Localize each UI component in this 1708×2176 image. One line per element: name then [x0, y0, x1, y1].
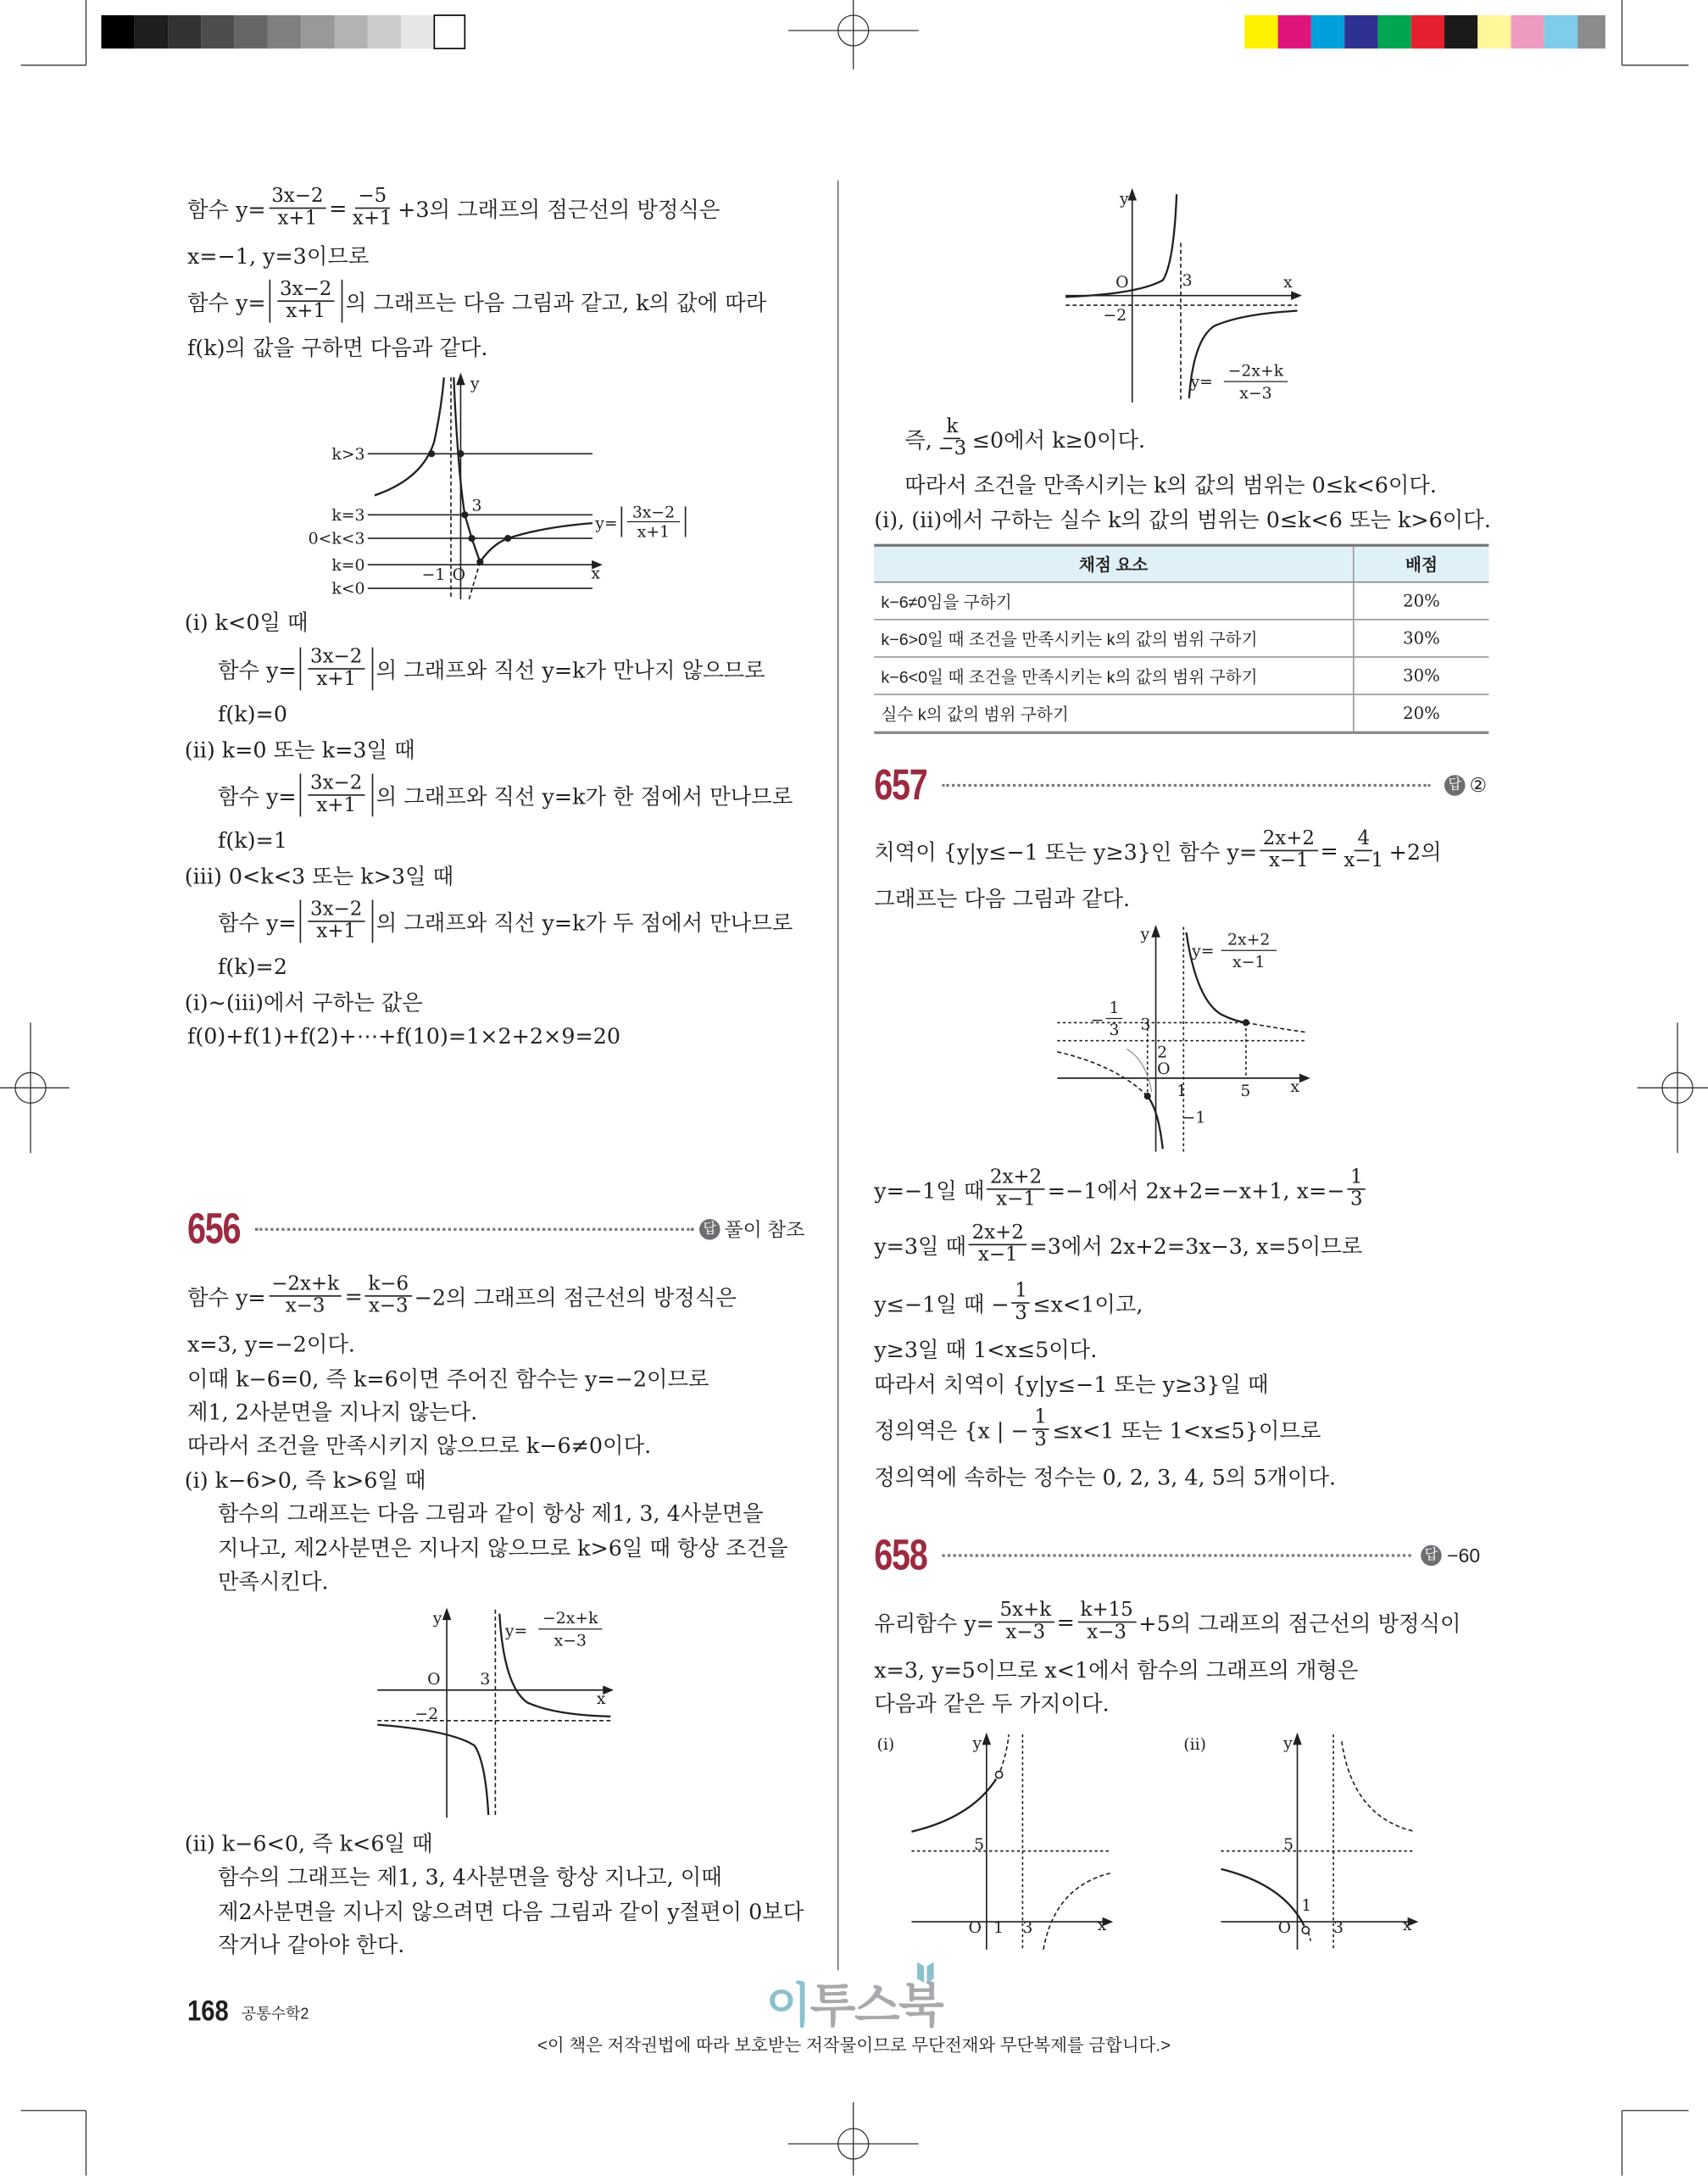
- numerator: k−6: [365, 1274, 411, 1296]
- text-line: [874, 829, 1441, 872]
- fraction: [308, 771, 365, 817]
- text-run: y≤−1일 때 −: [874, 1291, 1010, 1317]
- text-run: f(k)=1: [217, 828, 287, 854]
- text-run: f(k)의 값을 구하면 다음과 같다.: [186, 336, 488, 361]
- func-label-num: 3x−2: [631, 504, 676, 522]
- text-run: x=3, y=−2이다.: [186, 1332, 355, 1357]
- label-x: x: [1290, 1078, 1299, 1097]
- case-label: (ii): [1183, 1736, 1206, 1755]
- label-five: 5: [1283, 1835, 1294, 1854]
- fraction: [1348, 1167, 1366, 1210]
- leader-dots: [255, 1228, 693, 1231]
- table-row: [874, 657, 1488, 694]
- func-label-prefix: y=: [1190, 373, 1213, 392]
- header-points: 배점: [1354, 545, 1489, 582]
- label-origin: O: [1157, 1060, 1171, 1078]
- text-run: 따라서 조건을 만족시키는 k의 값의 범위는 0≤k<6이다.: [904, 473, 1437, 498]
- numerator: 3x−2: [308, 900, 365, 922]
- text-line: [218, 1895, 804, 1926]
- text-run: 함수의 그래프는 제1, 3, 4사분면을 항상 지나고, 이때: [217, 1864, 722, 1890]
- label-one: 1: [1301, 1897, 1312, 1916]
- numerator: 3x−2: [269, 186, 326, 209]
- fraction: [308, 900, 365, 943]
- label-neg-one: −1: [1182, 1109, 1206, 1127]
- text-line: [874, 504, 1491, 534]
- text-line: [217, 645, 765, 691]
- denominator: x−1: [996, 1188, 1036, 1211]
- text-run: =: [344, 1283, 363, 1309]
- fraction: [1032, 1405, 1049, 1451]
- label-x: x: [1283, 273, 1293, 292]
- text-line: [185, 1828, 433, 1858]
- text-line: [185, 987, 423, 1017]
- text-run: y=3일 때: [874, 1233, 967, 1259]
- fraction: [350, 186, 395, 230]
- label-k-lt0: k<0: [331, 580, 365, 598]
- label-neg-two: −2: [414, 1706, 439, 1724]
- book-icon: [915, 1959, 935, 1984]
- text-run: 작거나 같아야 한다.: [217, 1933, 405, 1958]
- answer-657: ②: [1469, 773, 1488, 796]
- text-run: 제1, 2사분면을 지나지 않는다.: [186, 1400, 478, 1426]
- text-run: =3에서 2x+2=3x−3, x=5이므로: [1029, 1233, 1363, 1259]
- text-run: ≤x<1이고,: [1032, 1291, 1143, 1317]
- fraction: [997, 1600, 1054, 1644]
- label-x: x: [1097, 1916, 1107, 1934]
- text-line: [187, 1274, 737, 1317]
- text-run: 함수 y=: [186, 1284, 266, 1311]
- table-header-row: [874, 545, 1488, 582]
- denominator: x+1: [316, 794, 357, 817]
- denominator: x+1: [277, 207, 318, 230]
- curve-right-branch: [453, 377, 593, 562]
- label-three: 3: [1022, 1919, 1033, 1938]
- text-run: x=−1, y=3이므로: [186, 244, 370, 270]
- text-run: (i), (ii)에서 구하는 실수 k의 값의 범위는 0≤k<6 또는 k>6이다.: [874, 508, 1491, 533]
- problem-number-657: 657: [874, 760, 927, 810]
- numerator: 2x+2: [1260, 829, 1317, 851]
- text-run: +2의: [1388, 839, 1442, 865]
- text-line: [874, 882, 1130, 913]
- numerator: −5: [355, 186, 389, 209]
- func-label-prefix: y=: [1192, 942, 1215, 960]
- graph-658-ii: [1221, 1734, 1416, 1950]
- denominator: x−1: [1344, 849, 1384, 872]
- text-run: =−1에서 2x+2=−x+1, x=−: [1047, 1177, 1345, 1204]
- label-three: 3: [1140, 1016, 1151, 1034]
- text-line: [874, 1654, 1358, 1684]
- fraction: [1077, 1600, 1136, 1644]
- points-cell: 20%: [1354, 694, 1489, 732]
- text-line: [187, 331, 487, 362]
- label-k-between: 0<k<3: [308, 530, 365, 548]
- label-five: 5: [974, 1835, 985, 1854]
- answer-badge-icon: 답: [1421, 1545, 1442, 1567]
- label-origin: O: [427, 1671, 441, 1689]
- text-run: =: [1320, 838, 1338, 864]
- text-line: [904, 469, 1437, 499]
- func-label-den: x−3: [1239, 384, 1272, 403]
- absolute-value: [269, 280, 342, 323]
- text-line: [874, 1405, 1321, 1451]
- curve-reflected-part: [469, 562, 480, 599]
- text-run: =: [329, 195, 348, 221]
- fraction: [1341, 829, 1386, 872]
- numerator: k+15: [1077, 1600, 1136, 1622]
- fraction: [1012, 1282, 1030, 1325]
- denominator: 3: [1034, 1428, 1047, 1451]
- text-line: [187, 1396, 477, 1427]
- text-run: y≥3일 때 1<x≤5이다.: [874, 1337, 1098, 1363]
- label-y: y: [972, 1734, 982, 1753]
- numerator: −2x+k: [269, 1274, 342, 1296]
- label-x: x: [591, 565, 600, 583]
- text-run: (iii) 0<k<3 또는 k>3일 때: [184, 864, 454, 890]
- text-line: [218, 1497, 764, 1528]
- text-line: [187, 186, 720, 230]
- text-run: ≤0에서 k≥0이다.: [971, 427, 1146, 453]
- denominator: x+1: [286, 300, 326, 323]
- grayscale-color-bar: [101, 15, 465, 48]
- text-line: [874, 1333, 1097, 1364]
- text-run: 다음과 같은 두 가지이다.: [874, 1691, 1110, 1717]
- text-run: (i) k−6>0, 즉 k>6일 때: [184, 1467, 426, 1494]
- label-origin: O: [1115, 273, 1129, 292]
- header-criteria: 채점 요소: [874, 545, 1354, 582]
- text-run: +3의 그래프의 점근선의 방정식은: [398, 197, 720, 222]
- fraction: [277, 280, 335, 323]
- label-three: 3: [1333, 1919, 1344, 1938]
- text-run: 함수 y=: [186, 197, 266, 222]
- text-run: f(0)+f(1)+f(2)+⋯+f(10)=1×2+2×9=20: [186, 1024, 621, 1049]
- text-run: 따라서 조건을 만족시키지 않으므로 k−6≠0이다.: [186, 1433, 652, 1459]
- text-line: [218, 1928, 404, 1959]
- text-run: 의 그래프와 직선 y=k가 만나지 않으므로: [376, 657, 765, 683]
- numerator: 5x+k: [997, 1600, 1054, 1622]
- answer-badge-icon: 답: [699, 1219, 720, 1240]
- table-row: [874, 582, 1488, 620]
- label-origin: O: [1277, 1919, 1292, 1938]
- label-neg-two: −2: [1103, 307, 1127, 326]
- text-run: 지나고, 제2사분면은 지나지 않으므로 k>6일 때 항상 조건을: [217, 1536, 788, 1561]
- label-y: y: [1283, 1734, 1293, 1753]
- label-one: 1: [1177, 1082, 1188, 1101]
- table-row: [874, 620, 1488, 657]
- text-run: f(k)=0: [217, 702, 287, 727]
- text-run: 함수 y=: [217, 910, 297, 936]
- text-run: 함수 y=: [186, 290, 266, 315]
- table-row: [874, 694, 1488, 732]
- text-run: (i) k<0일 때: [184, 610, 309, 636]
- text-run: 의 그래프와 직선 y=k가 한 점에서 만나므로: [376, 783, 793, 810]
- text-line: [874, 1167, 1368, 1210]
- graph-abs-function: [368, 375, 601, 599]
- func-label-prefix: y=: [504, 1622, 528, 1640]
- text-line: [874, 1282, 1143, 1325]
- denominator: 3: [1350, 1188, 1363, 1211]
- text-run: 이때 k−6=0, 즉 k=6이면 주어진 함수는 y=−2이므로: [186, 1366, 709, 1392]
- text-run: −2의 그래프의 점근선의 방정식은: [414, 1284, 737, 1311]
- numerator: 1: [1032, 1408, 1049, 1430]
- absolute-value: [299, 771, 373, 817]
- denominator: x+1: [352, 207, 392, 230]
- label-y: y: [1119, 190, 1129, 209]
- text-run: (ii) k=0 또는 k=3일 때: [184, 737, 415, 764]
- text-line: [218, 900, 793, 943]
- text-line: [185, 1464, 426, 1494]
- logo-part-2: 투스북: [809, 1979, 943, 2034]
- text-run: 만족시킨다.: [217, 1569, 329, 1594]
- curve-left-branch: [375, 377, 444, 495]
- text-run: 유리함수 y=: [874, 1611, 994, 1636]
- text-run: (ii) k−6<0, 즉 k<6일 때: [184, 1831, 433, 1857]
- text-run: =: [1056, 1609, 1075, 1635]
- points-cell: 30%: [1354, 620, 1489, 657]
- denominator: x−1: [1268, 849, 1309, 872]
- fraction: [988, 1167, 1045, 1210]
- label-third-den: 3: [1109, 1021, 1120, 1040]
- text-run: f(k)=2: [217, 954, 287, 980]
- label-one: 1: [993, 1919, 1004, 1938]
- text-line: [218, 1861, 722, 1891]
- func-label-prefix: y=: [595, 515, 618, 533]
- func-label-den: x−3: [554, 1632, 587, 1650]
- label-three: 3: [471, 497, 482, 515]
- text-line: [904, 417, 1145, 460]
- label-y: y: [470, 375, 480, 393]
- text-line: [218, 828, 287, 853]
- publisher-logo: [766, 1967, 943, 2035]
- fraction: [308, 645, 365, 691]
- fraction: [935, 417, 969, 460]
- label-origin: O: [452, 566, 466, 585]
- text-line: [187, 240, 369, 270]
- text-line: [185, 734, 415, 765]
- denominator: x−1: [977, 1244, 1018, 1266]
- label-minus: −: [1090, 1011, 1104, 1030]
- denominator: x+1: [316, 668, 357, 691]
- answer-badge-icon: 답: [1444, 775, 1466, 796]
- func-label-den: x+1: [637, 523, 670, 542]
- text-run: y=−1일 때: [874, 1177, 985, 1204]
- label-three: 3: [1182, 272, 1193, 291]
- points-cell: 30%: [1354, 657, 1489, 694]
- text-line: [218, 954, 287, 979]
- absolute-value: [299, 900, 373, 943]
- label-x: x: [1402, 1916, 1412, 1934]
- denominator: x−3: [368, 1295, 409, 1318]
- text-line: [874, 1600, 1460, 1644]
- text-run: 제2사분면을 지나지 않으려면 다음 그림과 같이 y절편이 0보다: [217, 1899, 804, 1925]
- text-line: [218, 1565, 329, 1595]
- func-label-num: −2x+k: [542, 1610, 598, 1628]
- absolute-value: [299, 645, 373, 691]
- label-two: 2: [1157, 1043, 1168, 1062]
- text-line: [187, 1024, 620, 1049]
- fraction: [969, 1223, 1026, 1266]
- text-run: 의 그래프와 직선 y=k가 두 점에서 만나므로: [376, 910, 793, 936]
- answer-656: 풀이 참조: [724, 1218, 805, 1241]
- criteria-cell: k−6>0일 때 조건을 만족시키는 k의 값의 범위 구하기: [874, 620, 1354, 657]
- numerator: 1: [1348, 1167, 1366, 1189]
- func-label-num: 2x+2: [1227, 931, 1271, 949]
- text-run: 따라서 치역이 {y|y≤−1 또는 y≥3}일 때: [874, 1372, 1269, 1398]
- problem-number-658: 658: [874, 1530, 927, 1579]
- text-line: [218, 1532, 788, 1562]
- numerator: k: [943, 417, 960, 439]
- text-line: [185, 860, 453, 891]
- text-line: [187, 1429, 651, 1460]
- numerator: 2x+2: [969, 1223, 1026, 1245]
- logo-part-1: 이: [765, 1979, 810, 2034]
- leader-dots: [942, 1554, 1410, 1556]
- text-run: 정의역에 속하는 정수는 0, 2, 3, 4, 5의 5개이다.: [874, 1465, 1337, 1491]
- text-run: 의 그래프는 다음 그림과 같고, k의 값에 따라: [345, 290, 767, 315]
- case-label: (i): [876, 1736, 895, 1755]
- process-color-bar: [1244, 15, 1605, 48]
- label-k-eq3: k=3: [331, 506, 365, 525]
- text-run: x=3, y=5이므로 x<1에서 함수의 그래프의 개형은: [874, 1658, 1359, 1683]
- text-line: [187, 1328, 355, 1359]
- text-run: (i)~(iii)에서 구하는 값은: [184, 990, 423, 1016]
- text-line: [874, 1461, 1336, 1492]
- func-label-den: x−1: [1232, 953, 1266, 971]
- denominator: x+1: [316, 921, 357, 943]
- text-run: ≤x<1 또는 1<x≤5}이므로: [1052, 1417, 1321, 1444]
- criteria-cell: k−6<0일 때 조건을 만족시키는 k의 값의 범위 구하기: [874, 657, 1354, 694]
- numerator: 3x−2: [277, 280, 335, 302]
- fraction: [269, 186, 326, 230]
- label-k-gt3: k>3: [331, 445, 365, 464]
- func-label-num: −2x+k: [1227, 362, 1284, 381]
- leader-dots: [942, 784, 1430, 787]
- denominator: −3: [937, 437, 967, 460]
- denominator: x−3: [285, 1295, 325, 1318]
- text-run: 치역이 {y|y≤−1 또는 y≥3}인 함수 y=: [874, 839, 1258, 865]
- text-run: 그래프는 다음 그림과 같다.: [874, 886, 1131, 912]
- text-run: 정의역은 {x | −: [874, 1417, 1029, 1444]
- fraction: [365, 1274, 411, 1317]
- text-line: [874, 1687, 1109, 1717]
- text-run: 즉,: [904, 427, 932, 453]
- criteria-cell: 실수 k의 값의 범위 구하기: [874, 694, 1354, 732]
- label-y: y: [1140, 926, 1150, 944]
- label-y: y: [432, 1610, 442, 1628]
- label-neg-one: −1: [421, 566, 446, 585]
- points-cell: 20%: [1354, 582, 1489, 620]
- denominator: x−3: [1087, 1621, 1127, 1644]
- label-k-eq0: k=0: [331, 556, 365, 575]
- text-line: [187, 1362, 709, 1393]
- text-line: [218, 702, 287, 726]
- text-run: 함수 y=: [217, 657, 297, 683]
- denominator: 3: [1015, 1302, 1027, 1325]
- scoring-table: [874, 544, 1488, 734]
- fraction: [1260, 829, 1317, 872]
- subject-name: 공통수학2: [241, 2006, 309, 2023]
- graph-658-i: [911, 1734, 1111, 1950]
- copyright-notice: <이 책은 저작권법에 따라 보호받는 저작물이므로 무단전재와 무단복제를 금합니다.>: [537, 2035, 1171, 2056]
- criteria-cell: k−6≠0임을 구하기: [874, 582, 1354, 620]
- label-origin: O: [968, 1919, 982, 1938]
- numerator: 2x+2: [988, 1167, 1045, 1189]
- problem-number-656: 656: [186, 1204, 241, 1254]
- label-x: x: [596, 1690, 606, 1709]
- text-line: [874, 1368, 1268, 1399]
- answer-658: −60: [1447, 1544, 1481, 1567]
- text-line: [185, 606, 309, 637]
- text-run: +5의 그래프의 점근선의 방정식이: [1138, 1611, 1461, 1636]
- numerator: 3x−2: [308, 774, 365, 796]
- graph-k-gt6-labels: [414, 1610, 605, 1723]
- label-third-num: 1: [1109, 999, 1120, 1017]
- label-three: 3: [480, 1671, 491, 1689]
- label-five: 5: [1240, 1082, 1251, 1101]
- text-line: [874, 1223, 1362, 1266]
- text-line: [187, 280, 766, 323]
- text-run: 함수 y=: [217, 783, 297, 810]
- graph-658-i-labels: [877, 1734, 1107, 1937]
- numerator: 1: [1012, 1282, 1030, 1304]
- numerator: 3x−2: [308, 648, 365, 670]
- denominator: x−3: [1005, 1621, 1046, 1644]
- text-run: 함수의 그래프는 다음 그림과 같이 항상 제1, 3, 4사분면을: [217, 1501, 764, 1527]
- numerator: 4: [1355, 829, 1372, 851]
- fraction: [269, 1274, 342, 1317]
- page-number: 168: [186, 1995, 229, 2028]
- text-line: [217, 771, 793, 817]
